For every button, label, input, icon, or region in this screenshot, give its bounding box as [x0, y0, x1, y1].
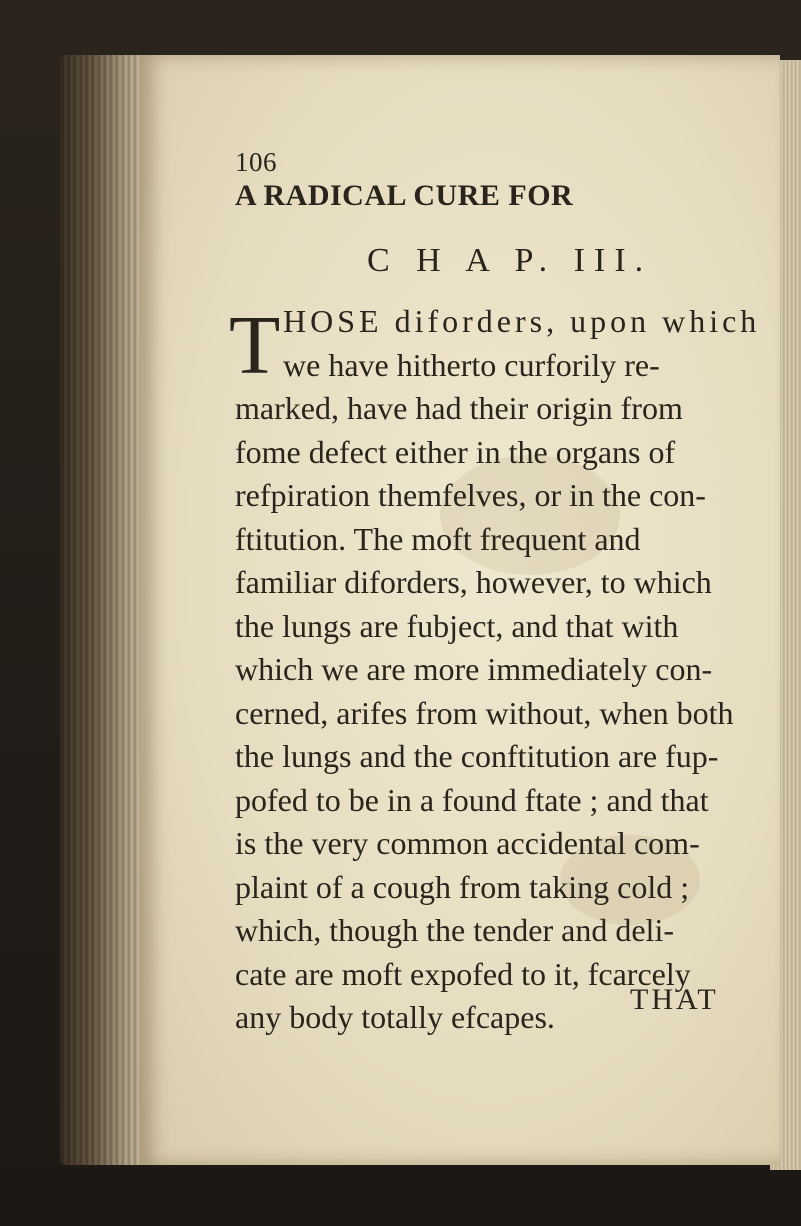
text-line: the lungs are fubject, and that with [235, 607, 679, 644]
text-line: is the very common accidental com- [235, 825, 700, 861]
text-line: marked, have had their origin from [235, 390, 683, 426]
chapter-heading: C H A P. III. [367, 242, 653, 279]
text-line: HOSE diforders, upon which [283, 303, 761, 339]
text-line: cerned, arifes from without, when both [235, 694, 734, 731]
text-line: the lungs and the conftitution are fup- [235, 738, 719, 774]
page-number: 106 [235, 147, 277, 177]
text-line: plaint of a cough from taking cold ; [235, 868, 690, 905]
text-line: pofed to be in a found ftate ; and that [235, 781, 709, 818]
text-line: any body totally efcapes. [235, 999, 555, 1035]
body-paragraph [229, 299, 761, 1040]
running-header [235, 145, 635, 213]
drop-cap: T [229, 299, 281, 392]
text-line: refpiration themfelves, or in the con- [235, 477, 706, 513]
text-line: cate are moft expofed to it, fcarcely [235, 955, 691, 992]
running-title: A RADICAL CURE FOR [235, 179, 574, 212]
text-line: which we are more immediately con- [235, 651, 713, 687]
text-line: we have hitherto curforily re- [283, 346, 660, 383]
catchword: THAT [630, 983, 719, 1016]
text-line: familiar diforders, however, to which [235, 564, 712, 600]
book-page [140, 55, 780, 1165]
text-line: fome defect either in the organs of [235, 433, 676, 470]
text-line: ftitution. The moft frequent and [235, 520, 641, 557]
text-line: which, though the tender and deli- [235, 912, 674, 948]
